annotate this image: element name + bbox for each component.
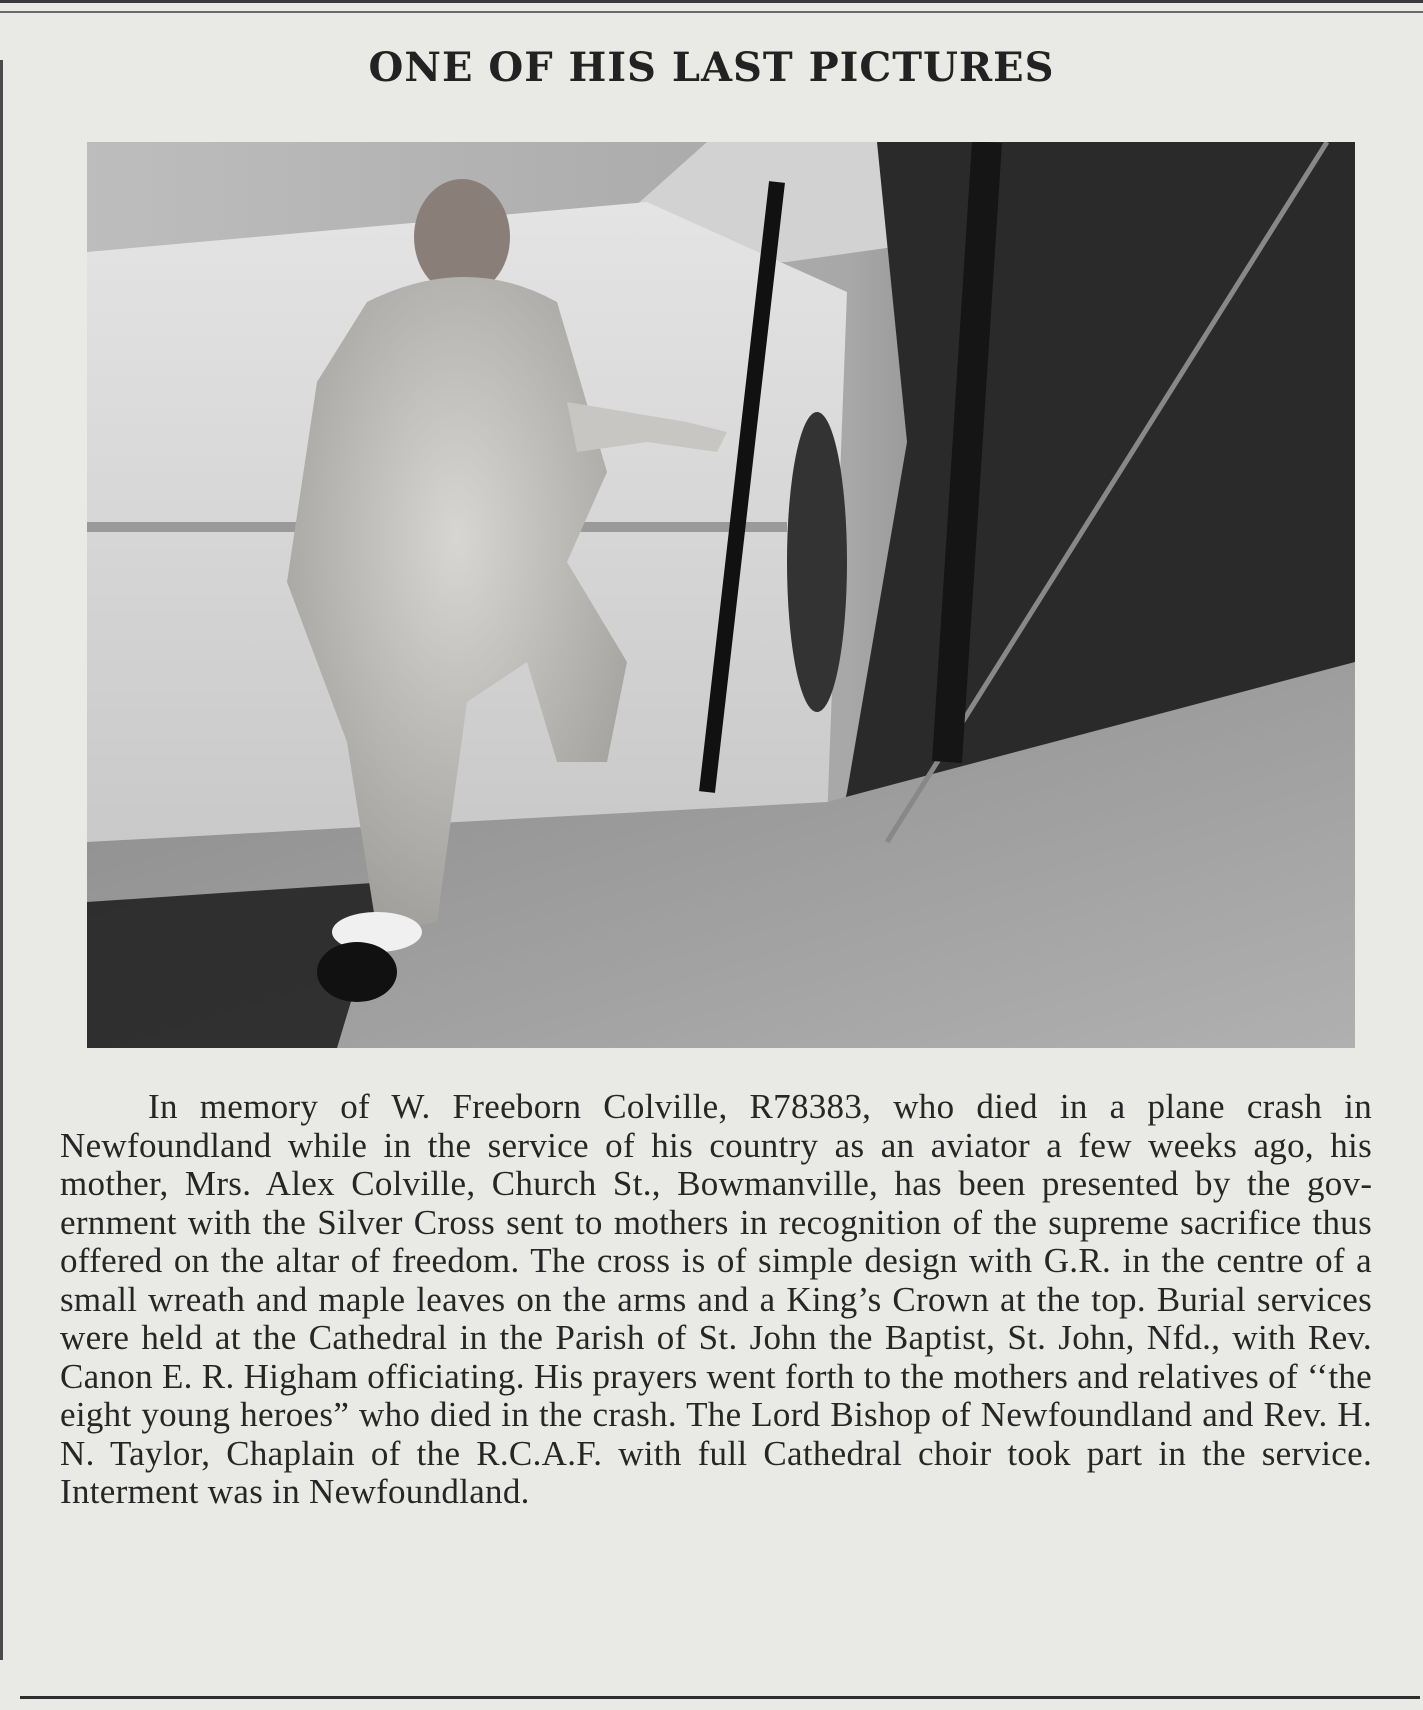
article-caption: In memory of W. Freeborn Colville, R78383, who died in a plane crash in Newfoundland while in the service of his country as an aviator a few weeks ago, his mother, Mrs. Alex Colville, Church St., Bowmanville, has been presented by the government with the Silver Cross sent to mothers in recognition of the supreme sacrifice thus offered on the altar of freedom. The cross is of simple design with G.R. in the centre of a small wreath and maple leaves on the arms and a King’s Crown at the top. Burial services were held at the Cathedral in the Parish of St. John the Baptist, St. John, Nfd., with Rev. Canon E. R. Higham officiating. His prayers went forth to the mothers and relatives of ‘‘the eight young heroes” who died in the crash. The Lord Bishop of Newfoundland and Rev. H. N. Taylor, Chaplain of the R.C.A.F. with full Cathedral choir took part in the service. Interment was in Newfoundland. [60, 1087, 1372, 1511]
bottom-rule [20, 1696, 1420, 1699]
headline: ONE OF HIS LAST PICTURES [368, 44, 1055, 91]
top-rule [0, 0, 1423, 14]
column-rule-left [0, 60, 3, 1660]
photo-graphic [87, 142, 1355, 1048]
biplane-photo [87, 142, 1355, 1048]
